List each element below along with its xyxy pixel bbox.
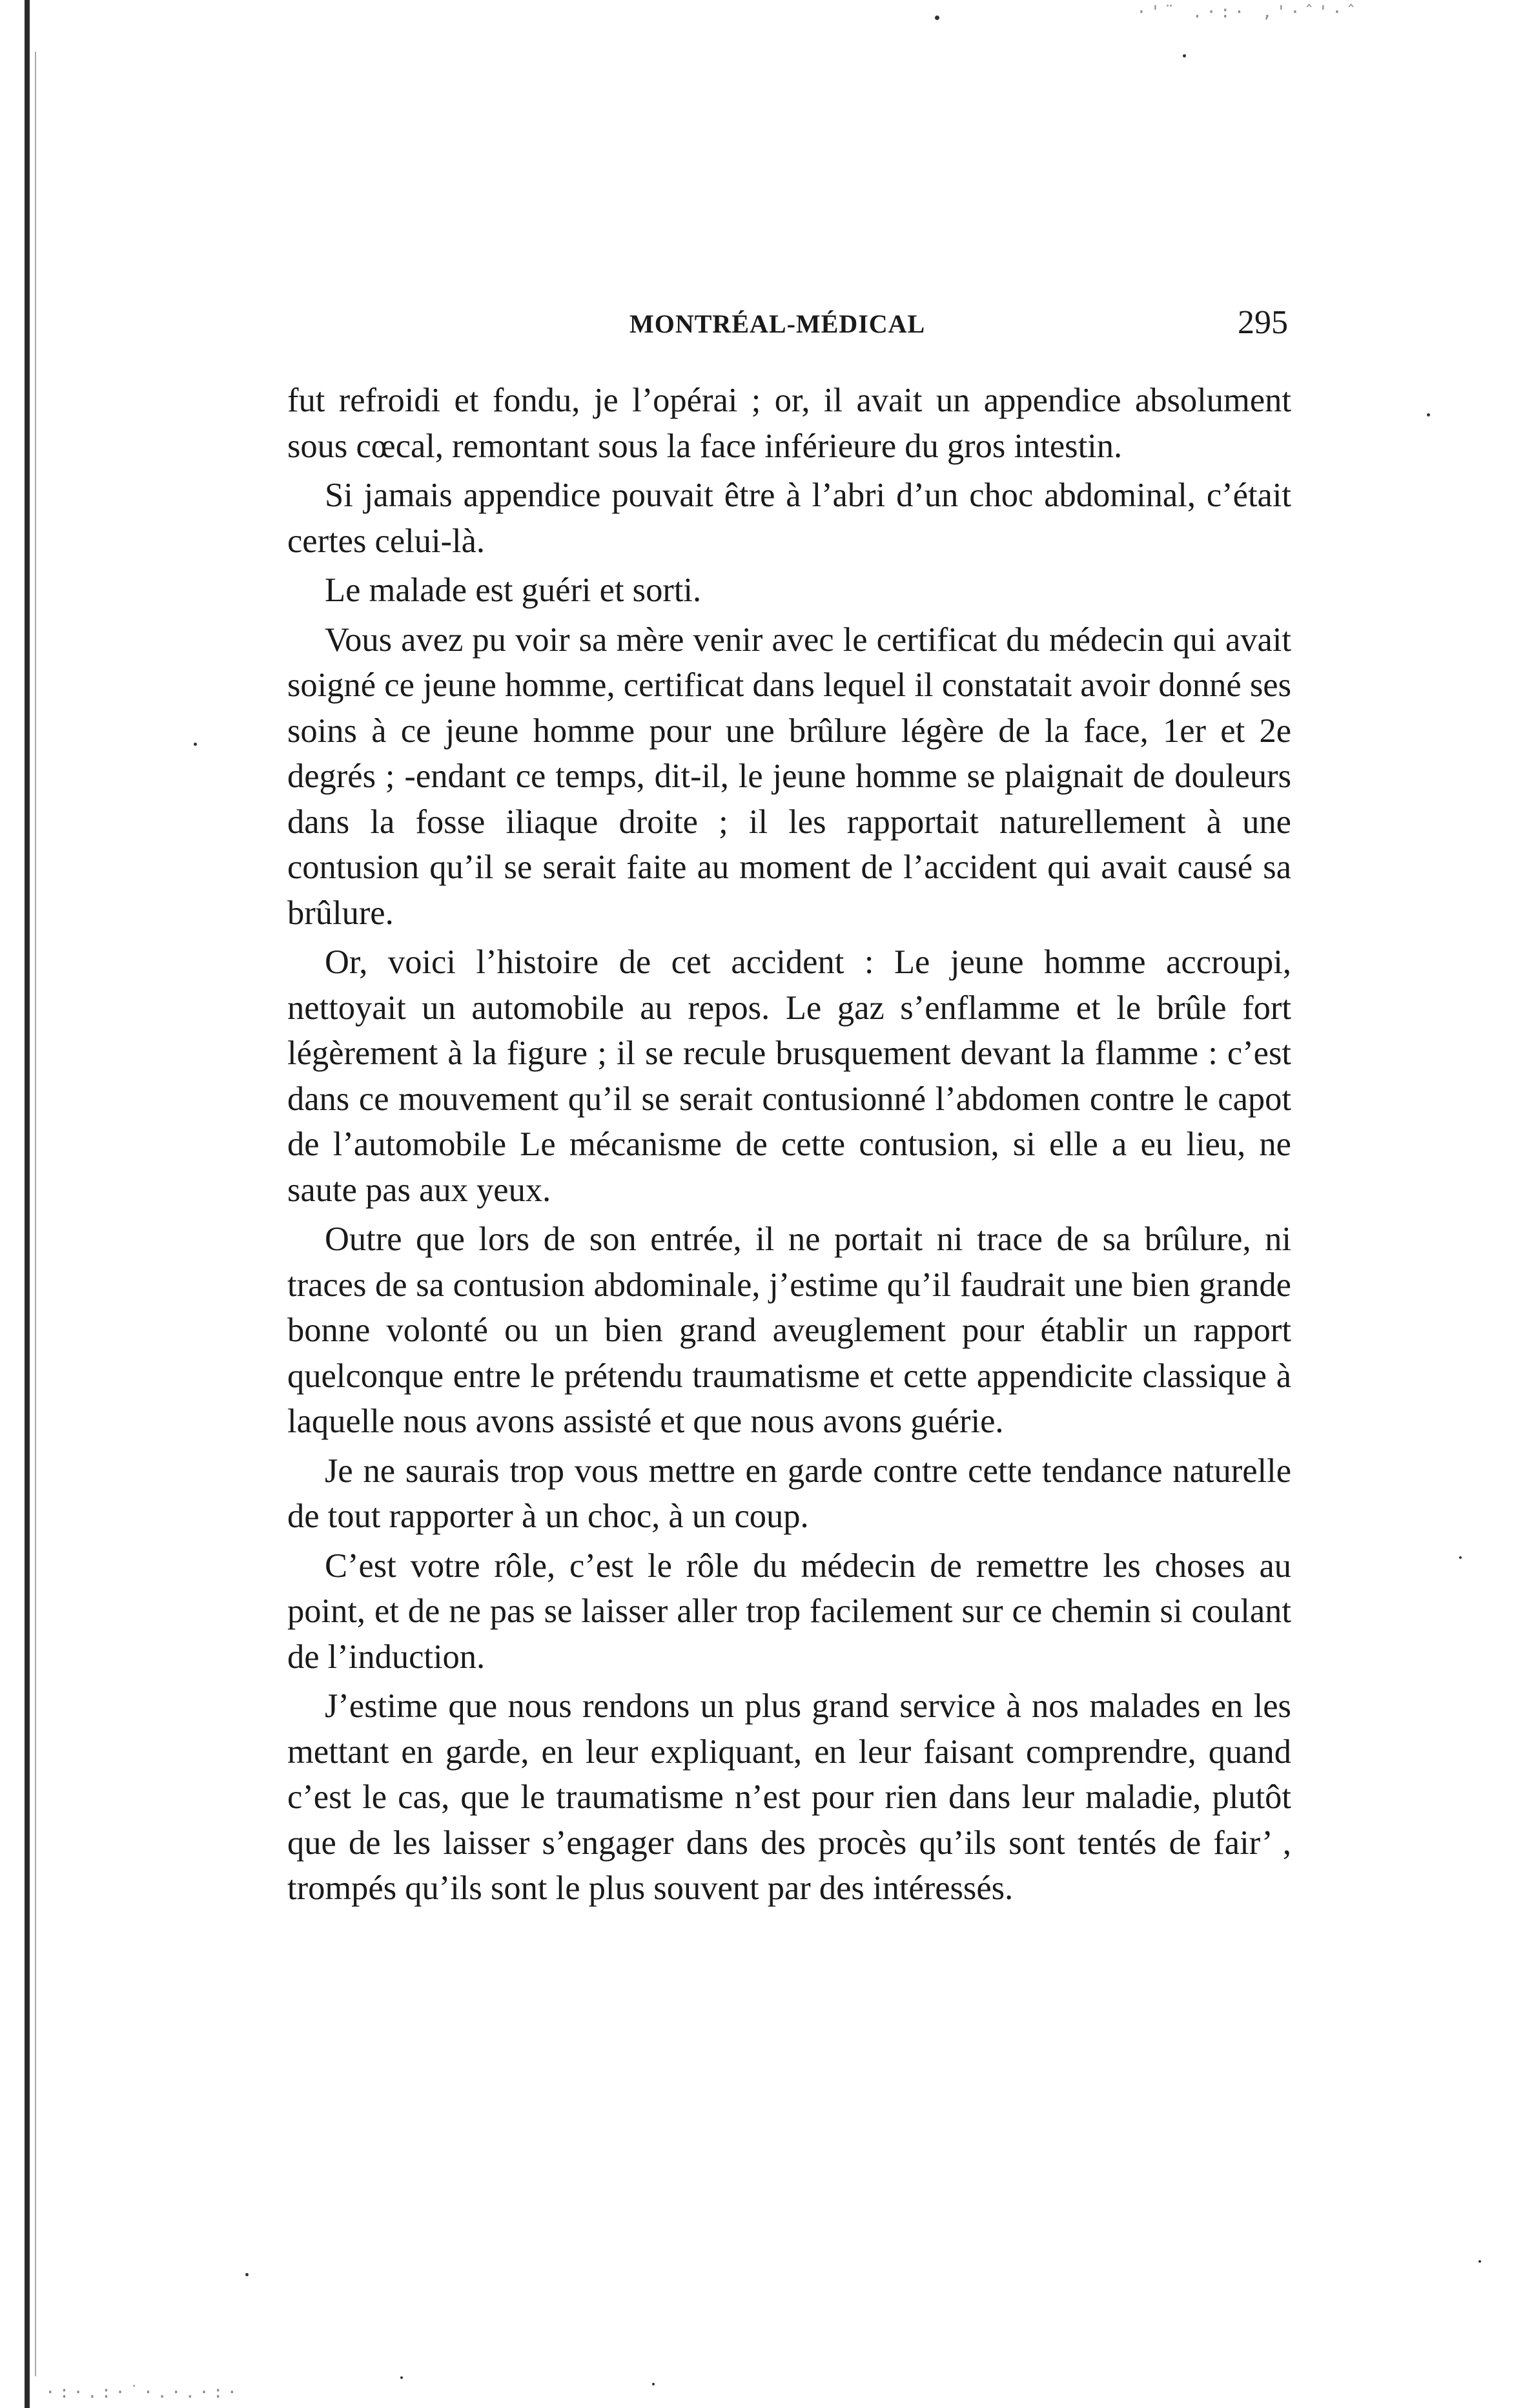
running-head [287, 304, 1288, 349]
page-binding-edge [25, 0, 30, 2408]
print-speck [935, 15, 939, 20]
paragraph: J’estime que nous rendons un plus grand service à nos malades en les mettant en garde, en leur expliquant, en leur faisant comprendre, quand c’est le cas, que le traumatisme n’est pour rien dans leur maladie, plutôt que de les laisser s’engager dans des procès qu’ils sont tentés de fair’ , trompés qu’ils sont le plus souvent par des intéressés. [287, 1687, 1291, 1907]
paragraph: Je ne saurais trop vous mettre en garde contre cette tendance naturelle de tout rapporter à un choc, à un coup. [287, 1452, 1291, 1535]
paragraph: Outre que lors de son entrée, il ne portait ni trace de sa brûlure, ni traces de sa contusion abdominale, j’estime qu’il faudrait une bien grande bonne volonté ou un bien grand aveuglement pour établir un rapport quelconque entre le prétendu traumatisme et cette appendicite classique à laquelle nous avons assisté et que nous avons guérie. [287, 1220, 1291, 1440]
print-speck [194, 743, 197, 746]
paragraph-continued: fut refroidi et fondu, je l’opérai ; or, il avait un appendice absolument sous cœcal, remontant sous la face inférieure du gros intestin. [287, 382, 1291, 465]
print-speck [1427, 413, 1430, 417]
print-speck [245, 2273, 249, 2276]
page-number: 295 [1238, 304, 1288, 341]
paragraph: Or, voici l’histoire de cet accident : Le jeune homme accroupi, nettoyait un automobile au repos. Le gaz s’enflamme et le brûle fort légèrement à la figure ; il se recule brusquement devant la flamme : c’est dans ce mouvement qu’il se serait contusionné l’abdomen contre le capot de l’automobile Le mécanisme de cette contusion, si elle a eu lieu, ne saute pas aux yeux. [287, 943, 1291, 1209]
print-speck [1478, 2260, 1481, 2263]
print-speck [652, 2383, 655, 2385]
body-text [287, 378, 1291, 1915]
page-binding-shadow [35, 52, 36, 2376]
scan-noise-bottom-left: ·:·.:·˙·.·.·:· [45, 2383, 241, 2402]
print-speck [1459, 1556, 1462, 1559]
running-title: MONTRÉAL-MÉDICAL [629, 309, 926, 338]
print-speck [400, 2376, 403, 2379]
paragraph: Vous avez pu voir sa mère venir avec le certificat du médecin qui avait soigné ce jeune homme, certificat dans lequel il constatait avoir donné ses soins à ce jeune homme pour une brûlure légère de la face, 1er et 2e degrés ; -endant ce temps, dit-il, le jeune homme se plaignait de douleurs dans la fosse iliaque droite ; il les rapportait naturellement à une contusion qu’il se serait faite au moment de l’accident qui avait causé sa brûlure. [287, 621, 1291, 932]
print-speck [1183, 54, 1186, 57]
paragraph: Si jamais appendice pouvait être à l’abri d’un choc abdominal, c’était certes celui-là. [287, 477, 1291, 560]
scan-noise-top-right: ·'¨ .·:· ,'·ˆ'·ˆ [1136, 3, 1360, 22]
paragraph: C’est votre rôle, c’est le rôle du médecin de remettre les choses au point, et de ne pas se laisser aller trop facilement sur ce chemin si coulant de l’induction. [287, 1547, 1291, 1676]
paragraph: Le malade est guéri et sorti. [325, 571, 702, 609]
